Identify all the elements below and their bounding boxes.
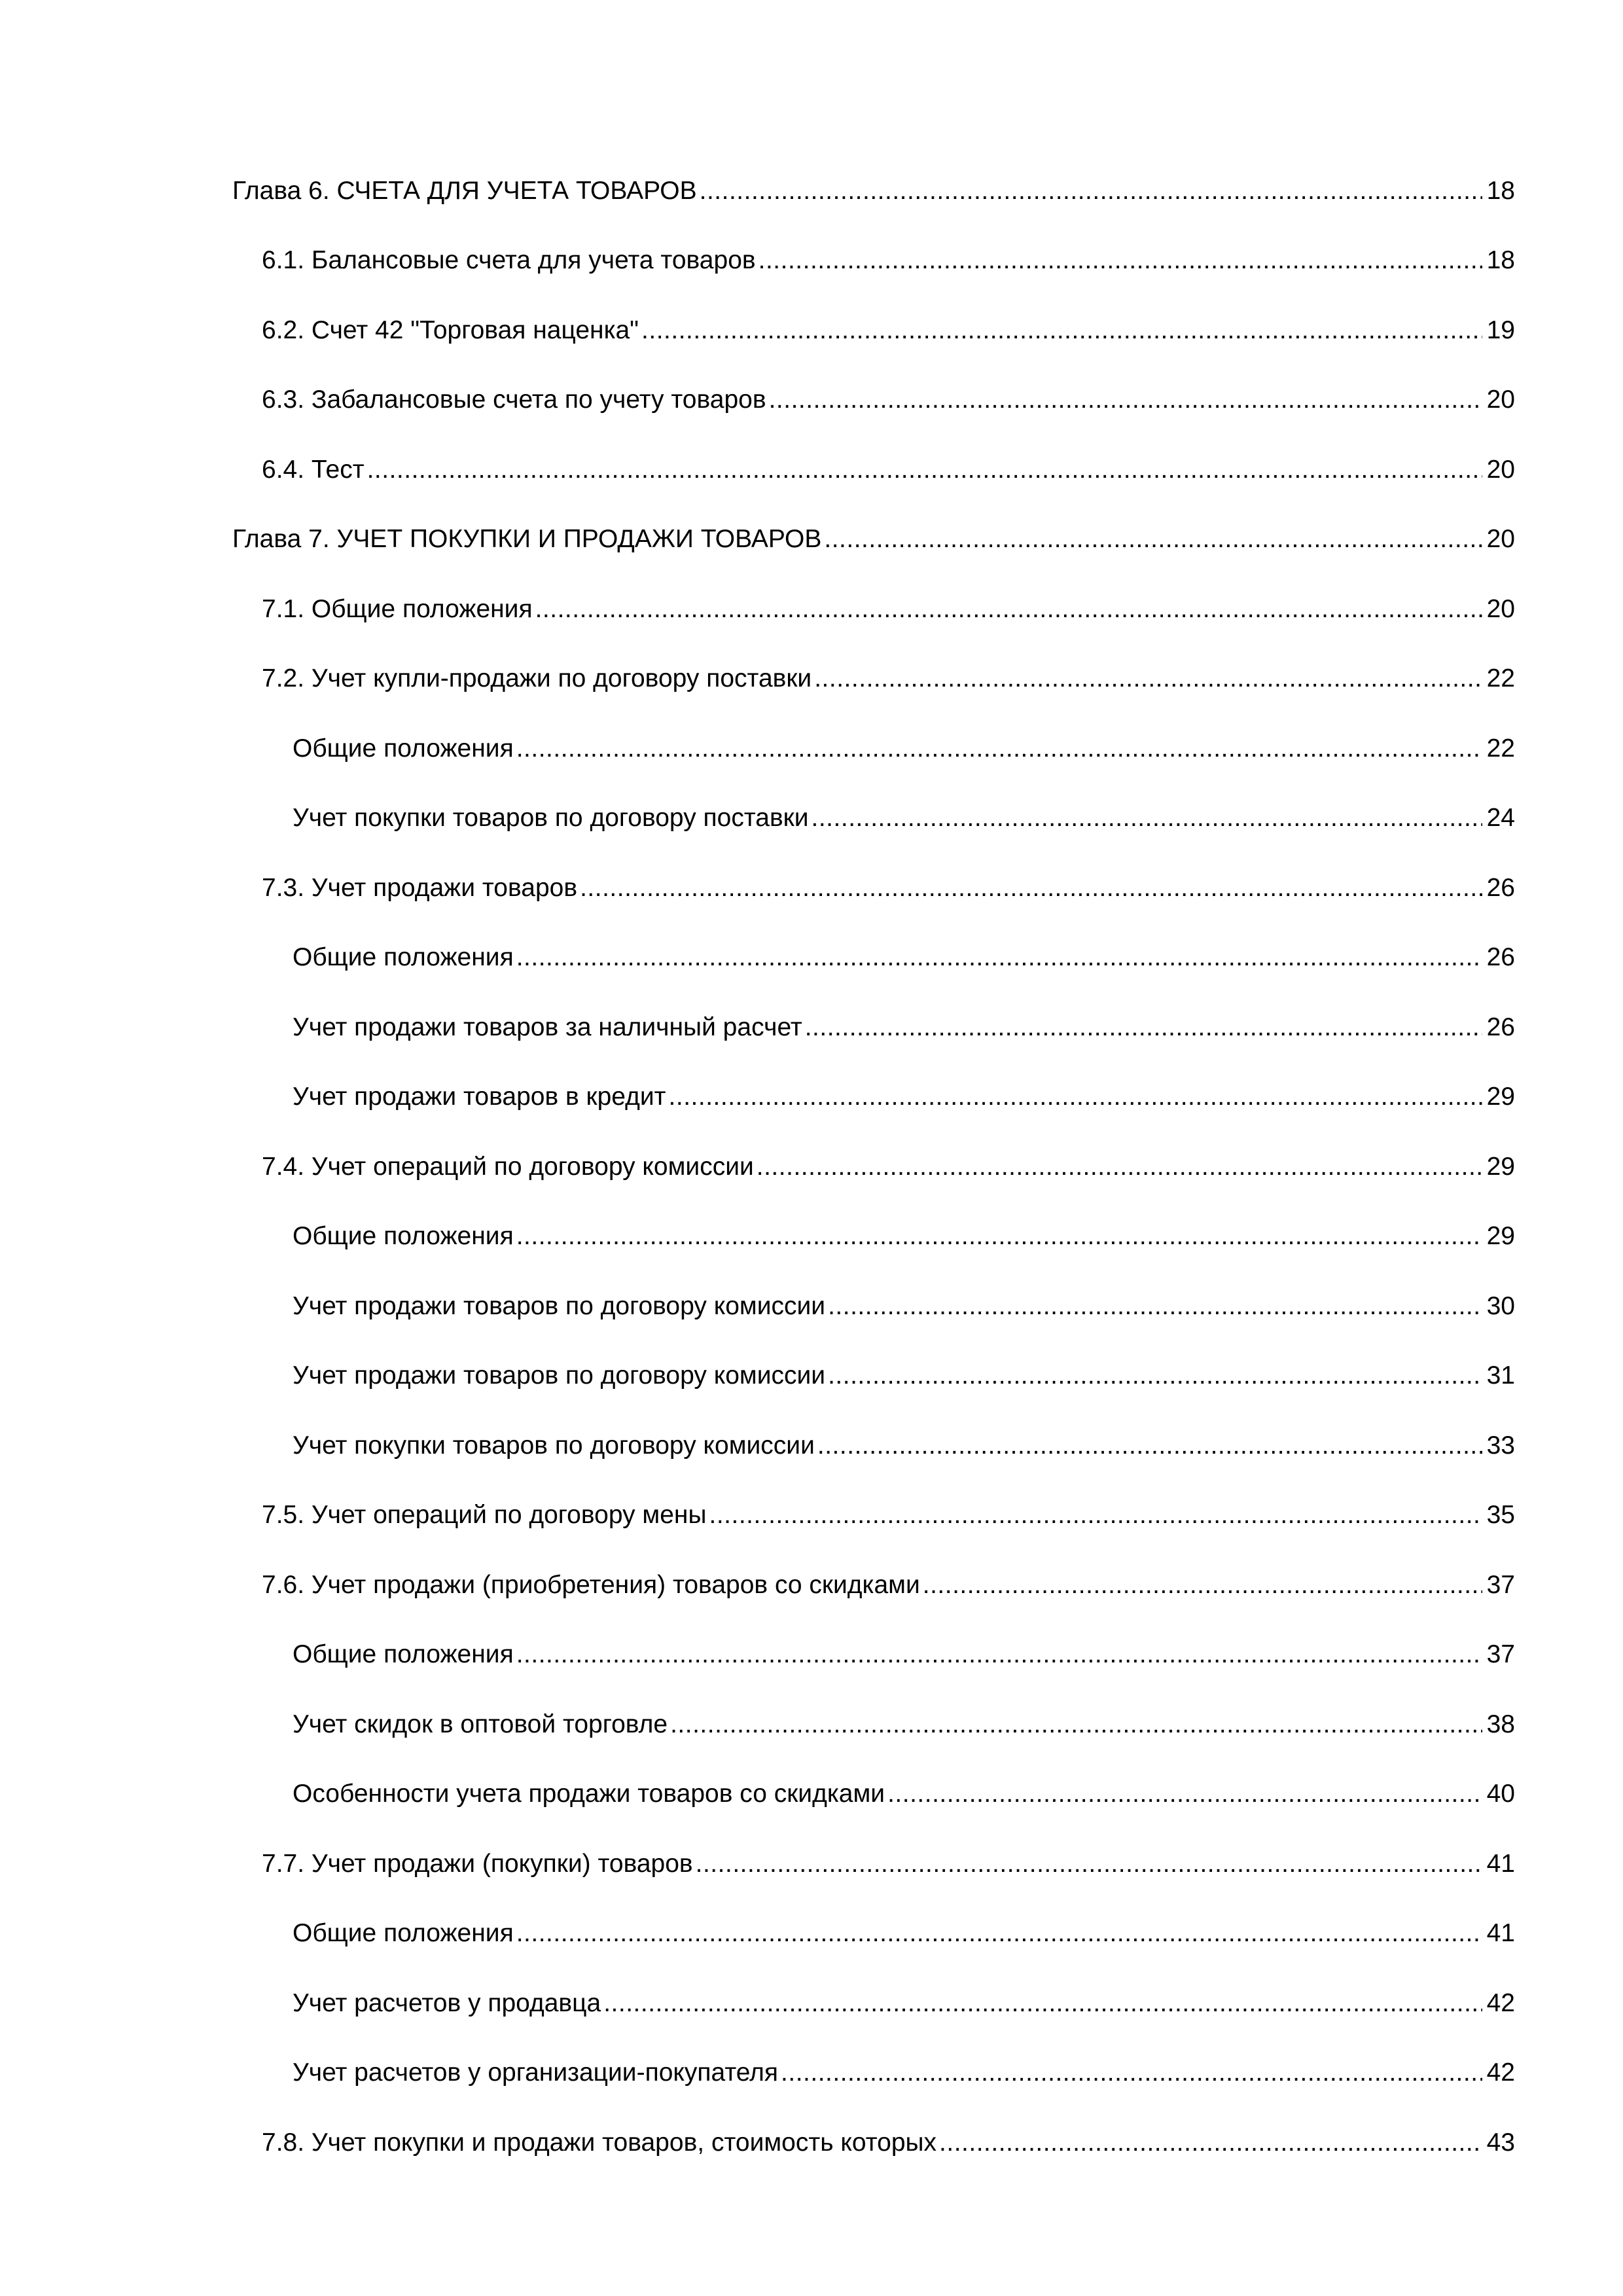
toc-entry[interactable] — [232, 853, 1515, 923]
toc-dot-leader — [824, 526, 1482, 552]
toc-entry-title: 6.3. Забалансовые счета по учету товаров — [262, 386, 766, 414]
toc-entry[interactable] — [232, 1341, 1515, 1411]
toc-entry-title: Общие положения — [293, 943, 514, 972]
toc-entry-page: 26 — [1486, 943, 1515, 972]
toc-dot-leader — [516, 1641, 1482, 1667]
toc-entry-title: 6.1. Балансовые счета для учета товаров — [262, 246, 756, 275]
toc-dot-leader — [817, 1433, 1482, 1458]
toc-entry-title: 7.7. Учет продажи (покупки) товаров — [262, 1849, 693, 1878]
toc-entry[interactable] — [232, 713, 1515, 783]
toc-entry[interactable] — [232, 1899, 1515, 1969]
toc-entry-title: 6.2. Счет 42 "Торговая наценка" — [262, 315, 639, 344]
toc-entry[interactable] — [232, 1410, 1515, 1480]
toc-dot-leader — [939, 2130, 1482, 2155]
toc-entry[interactable] — [232, 1132, 1515, 1202]
toc-entry-page: 42 — [1486, 2058, 1515, 2087]
toc-dot-leader — [812, 805, 1482, 831]
toc-entry-page: 38 — [1486, 1710, 1515, 1738]
toc-entry-title: 7.2. Учет купли-продажи по договору поставки — [262, 664, 812, 693]
toc-dot-leader — [769, 387, 1482, 412]
toc-entry-page: 40 — [1486, 1780, 1515, 1808]
toc-entry[interactable] — [232, 574, 1515, 644]
toc-entry-page: 22 — [1486, 664, 1515, 693]
toc-entry-title: Глава 7. УЧЕТ ПОКУПКИ И ПРОДАЖИ ТОВАРОВ — [232, 525, 822, 554]
toc-entry-page: 24 — [1486, 804, 1515, 833]
toc-entry-page: 22 — [1486, 734, 1515, 762]
toc-entry[interactable] — [232, 1271, 1515, 1341]
toc-entry-title: Общие положения — [293, 1640, 514, 1669]
toc-entry-title: Учет продажи товаров в кредит — [293, 1083, 666, 1111]
toc-entry[interactable] — [232, 1759, 1515, 1829]
toc-entry-title: 7.4. Учет операций по договору комиссии — [262, 1152, 754, 1181]
toc-dot-leader — [805, 1014, 1482, 1040]
toc-entry-title: Учет продажи товаров за наличный расчет — [293, 1013, 802, 1041]
toc-entry[interactable] — [232, 365, 1515, 435]
toc-entry-title: Учет продажи товаров по договору комиссии — [293, 1361, 826, 1390]
toc-dot-leader — [516, 736, 1482, 761]
toc-entry[interactable] — [232, 1968, 1515, 2038]
toc-entry-page: 41 — [1486, 1919, 1515, 1948]
toc-dot-leader — [580, 875, 1482, 901]
toc-entry-title: 7.1. Общие положения — [262, 594, 533, 623]
toc-dot-leader — [669, 1084, 1482, 1109]
toc-entry-title: 7.6. Учет продажи (приобретения) товаров со скидками — [262, 1570, 920, 1599]
toc-entry-title: 7.8. Учет покупки и продажи товаров, стоимость которых — [262, 2128, 937, 2157]
toc-entry[interactable] — [232, 1202, 1515, 1272]
toc-entry-page: 20 — [1486, 455, 1515, 484]
toc-entry-title: Особенности учета продажи товаров со скидками — [293, 1780, 885, 1808]
toc-dot-leader — [696, 1851, 1482, 1876]
toc-entry[interactable] — [232, 505, 1515, 575]
toc-entry-title: Учет покупки товаров по договору поставки — [293, 804, 809, 833]
toc-dot-leader — [923, 1572, 1482, 1598]
toc-entry[interactable] — [232, 923, 1515, 993]
toc-entry-page: 35 — [1486, 1501, 1515, 1530]
toc-entry-page: 37 — [1486, 1570, 1515, 1599]
toc-entry-title: Учет продажи товаров по договору комиссии — [293, 1291, 826, 1320]
toc-entry-page: 19 — [1486, 315, 1515, 344]
toc-entry-title: Общие положения — [293, 1919, 514, 1948]
toc-entry-page: 26 — [1486, 1013, 1515, 1041]
toc-dot-leader — [641, 317, 1482, 343]
toc-entry-title: Учет расчетов у организации-покупателя — [293, 2058, 779, 2087]
toc-entry[interactable] — [232, 1620, 1515, 1690]
toc-dot-leader — [709, 1502, 1482, 1528]
toc-entry-page: 29 — [1486, 1083, 1515, 1111]
toc-dot-leader — [781, 2060, 1482, 2085]
toc-dot-leader — [535, 596, 1482, 622]
toc-entry-page: 30 — [1486, 1291, 1515, 1320]
toc-entry[interactable] — [232, 1062, 1515, 1132]
toc-entry-title: 7.3. Учет продажи товаров — [262, 873, 578, 902]
toc-entry-title: Общие положения — [293, 734, 514, 762]
toc-entry[interactable] — [232, 2108, 1515, 2178]
toc-entry-page: 31 — [1486, 1361, 1515, 1390]
toc-entry-page: 37 — [1486, 1640, 1515, 1669]
toc-entry-page: 18 — [1486, 176, 1515, 205]
toc-dot-leader — [758, 247, 1482, 273]
toc-entry[interactable] — [232, 644, 1515, 714]
toc-dot-leader — [700, 178, 1482, 204]
toc-entry[interactable] — [232, 783, 1515, 853]
toc-dot-leader — [814, 666, 1482, 691]
toc-entry-title: Учет скидок в оптовой торговле — [293, 1710, 668, 1738]
toc-dot-leader — [828, 1363, 1482, 1388]
toc-entry[interactable] — [232, 435, 1515, 505]
toc-dot-leader — [516, 1920, 1482, 1946]
table-of-contents — [232, 156, 1515, 2178]
toc-dot-leader — [670, 1712, 1482, 1737]
toc-entry-title: Глава 6. СЧЕТА ДЛЯ УЧЕТА ТОВАРОВ — [232, 176, 697, 205]
toc-entry-page: 20 — [1486, 386, 1515, 414]
toc-entry-page: 18 — [1486, 246, 1515, 275]
toc-entry[interactable] — [232, 992, 1515, 1062]
toc-dot-leader — [516, 1223, 1482, 1249]
toc-dot-leader — [757, 1154, 1482, 1179]
toc-entry-page: 42 — [1486, 1988, 1515, 2017]
toc-entry[interactable] — [232, 1829, 1515, 1899]
toc-entry-title: Учет расчетов у продавца — [293, 1988, 601, 2017]
toc-entry[interactable] — [232, 156, 1515, 226]
toc-entry[interactable] — [232, 1550, 1515, 1620]
toc-dot-leader — [367, 457, 1482, 482]
toc-entry[interactable] — [232, 1689, 1515, 1759]
toc-entry[interactable] — [232, 2038, 1515, 2108]
toc-entry-title: 7.5. Учет операций по договору мены — [262, 1501, 707, 1530]
toc-dot-leader — [516, 944, 1482, 970]
toc-dot-leader — [603, 1990, 1482, 2016]
toc-entry-page: 20 — [1486, 594, 1515, 623]
toc-entry[interactable] — [232, 226, 1515, 296]
toc-entry[interactable] — [232, 1480, 1515, 1551]
toc-entry[interactable] — [232, 295, 1515, 365]
toc-dot-leader — [828, 1293, 1482, 1319]
toc-dot-leader — [887, 1781, 1482, 1806]
toc-entry-page: 43 — [1486, 2128, 1515, 2157]
toc-entry-page: 29 — [1486, 1222, 1515, 1251]
toc-entry-title: Общие положения — [293, 1222, 514, 1251]
toc-entry-title: 6.4. Тест — [262, 455, 365, 484]
toc-entry-page: 26 — [1486, 873, 1515, 902]
toc-entry-page: 20 — [1486, 525, 1515, 554]
toc-entry-page: 41 — [1486, 1849, 1515, 1878]
toc-entry-page: 33 — [1486, 1431, 1515, 1460]
toc-entry-page: 29 — [1486, 1152, 1515, 1181]
toc-entry-title: Учет покупки товаров по договору комиссии — [293, 1431, 815, 1460]
